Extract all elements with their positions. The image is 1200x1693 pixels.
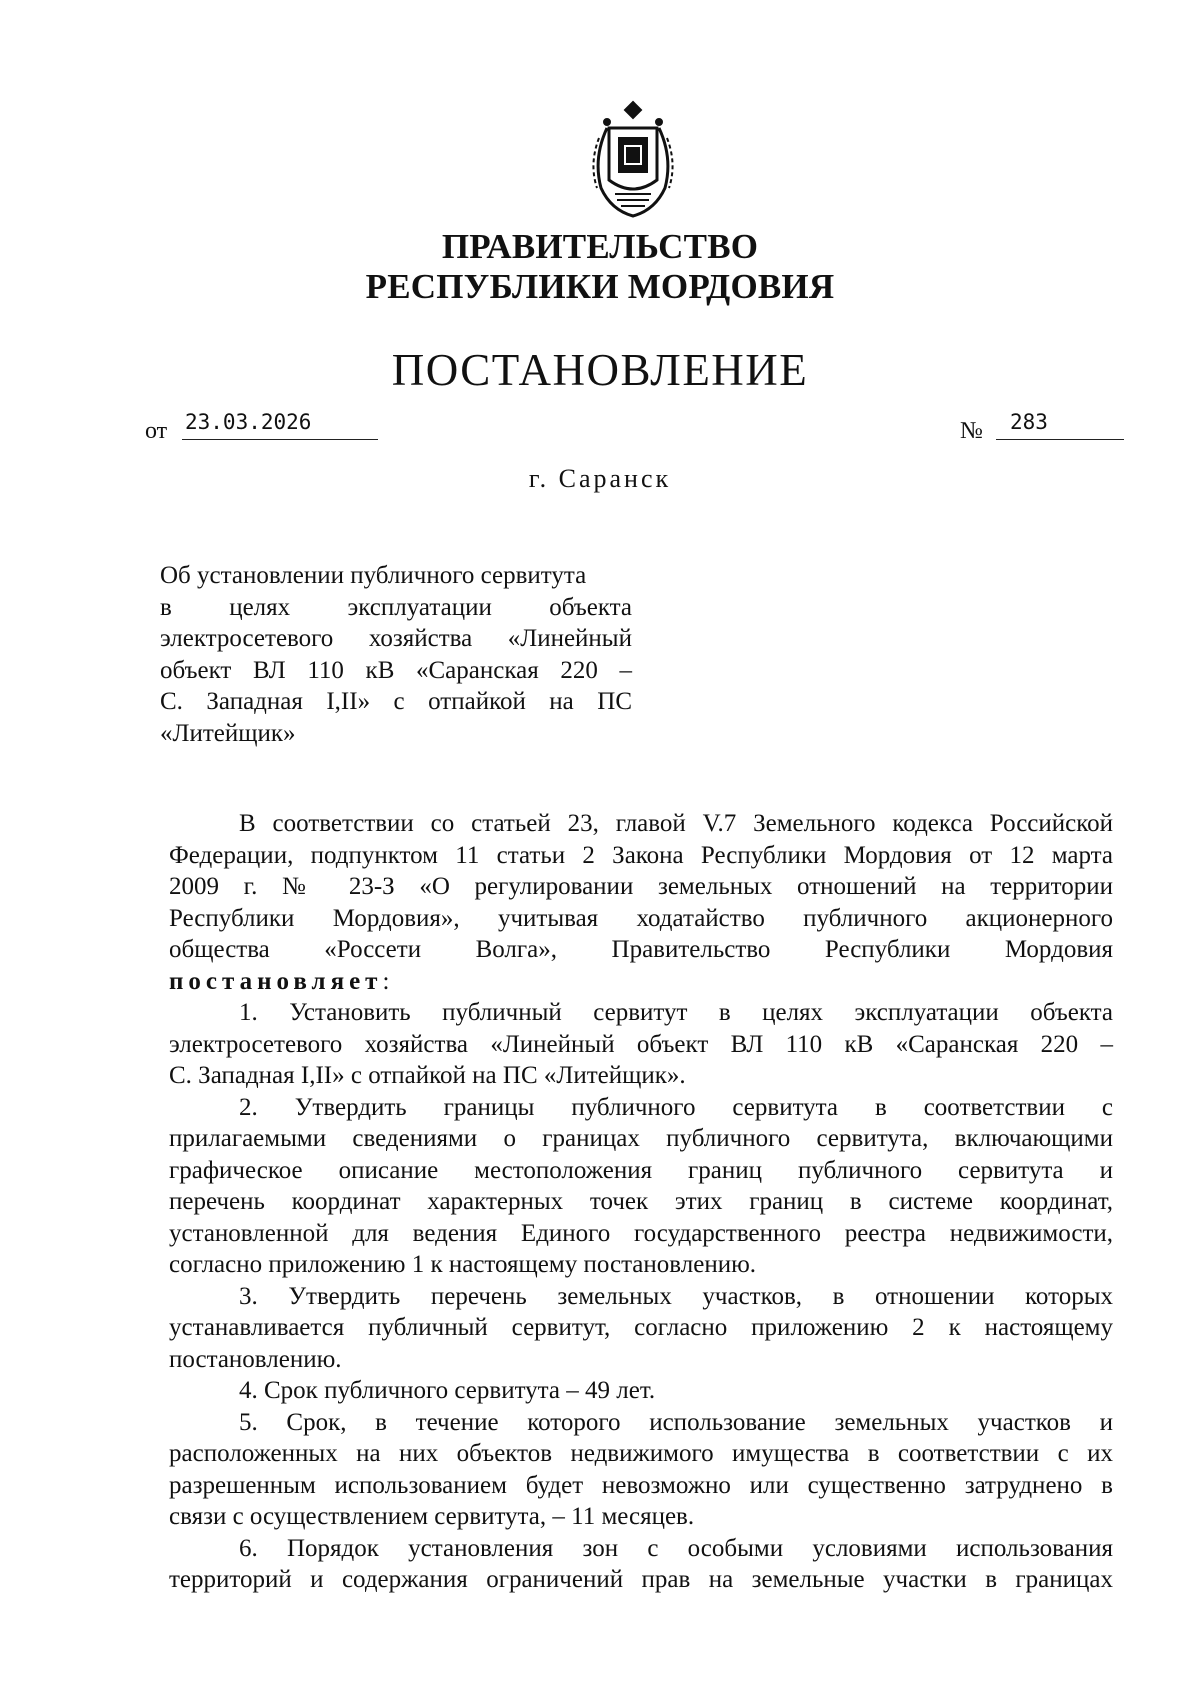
title-line: в целях эксплуатации объекта <box>160 593 632 621</box>
body-line: установленной для ведения Единого государственного реестра недвижимости, <box>169 1219 1113 1247</box>
number-label: № <box>960 418 983 444</box>
title-line: объект ВЛ 110 кВ «Саранская 220 – <box>160 656 632 684</box>
body-line: связи с осуществлением сервитута, – 11 месяцев. <box>169 1503 695 1530</box>
body-line: 5. Срок, в течение которого использование земельных участков и <box>239 1408 1113 1436</box>
body-line: С. Западная I,II» с отпайкой на ПС «Литейщик». <box>169 1062 686 1089</box>
title-line: Об установлении публичного сервитута <box>160 562 587 589</box>
body-line: 3. Утвердить перечень земельных участков, в отношении которых <box>239 1282 1113 1310</box>
coat-of-arms-emblem <box>577 98 689 220</box>
body-line: 2009 г. № 23-З «О регулировании земельных отношений на территории <box>169 873 1113 900</box>
decree-word-line <box>169 966 1113 998</box>
document-date: 23.03.2026 <box>182 410 378 440</box>
body-line: общества «Россети Волга», Правительство Республики Мордовия <box>169 936 1113 963</box>
body-line: В соответствии со статьей 23, главой V.7 Земельного кодекса Российской <box>239 810 1113 837</box>
body-line: Федерации, подпунктом 11 статьи 2 Закона Республики Мордовия от 12 марта <box>169 841 1113 869</box>
body-line: Республики Мордовия», учитывая ходатайство публичного акционерного <box>169 904 1113 932</box>
body-line: разрешенным использованием будет невозможно или существенно затруднено в <box>169 1471 1113 1499</box>
body-line: прилагаемыми сведениями о границах публичного сервитута, включающими <box>169 1125 1113 1152</box>
document-title <box>160 560 632 749</box>
body-line: постановлению. <box>169 1345 342 1373</box>
document-type: ПОСТАНОВЛЕНИЕ <box>391 345 809 395</box>
document-body <box>169 808 1113 1596</box>
body-line: 6. Порядок установления зон с особыми условиями использования <box>239 1534 1113 1562</box>
title-line: С. Западная I,II» с отпайкой на ПС <box>160 688 632 715</box>
decree-colon: : <box>382 967 390 995</box>
decree-word: постановляет <box>169 967 383 995</box>
body-line: 1. Установить публичный сервитут в целях эксплуатации объекта <box>239 999 1113 1026</box>
city: г. Саранск <box>528 464 672 493</box>
body-line: 4. Срок публичного сервитута – 49 лет. <box>239 1377 656 1404</box>
document-number: 283 <box>996 410 1124 440</box>
body-line: территорий и содержания ограничений прав на земельные участки в границах <box>169 1566 1113 1593</box>
title-line: «Литейщик» <box>160 719 296 747</box>
body-line: устанавливается публичный сервитут, согласно приложению 2 к настоящему <box>169 1314 1113 1341</box>
body-line: графическое описание местоположения границ публичного сервитута и <box>169 1156 1113 1184</box>
body-line: 2. Утвердить границы публичного сервитута в соответствии с <box>239 1093 1113 1121</box>
title-line: электросетевого хозяйства «Линейный <box>160 625 632 652</box>
body-line: согласно приложению 1 к настоящему постановлению. <box>169 1251 756 1278</box>
org-name-line2: РЕСПУБЛИКИ МОРДОВИЯ <box>365 267 835 306</box>
body-line: электросетевого хозяйства «Линейный объект ВЛ 110 кВ «Саранская 220 – <box>169 1030 1113 1058</box>
org-name-line1: ПРАВИТЕЛЬСТВО <box>441 227 759 266</box>
date-label: от <box>145 418 168 444</box>
body-line: расположенных на них объектов недвижимого имущества в соответствии с их <box>169 1440 1113 1467</box>
body-line: перечень координат характерных точек этих границ в системе координат, <box>169 1188 1113 1215</box>
